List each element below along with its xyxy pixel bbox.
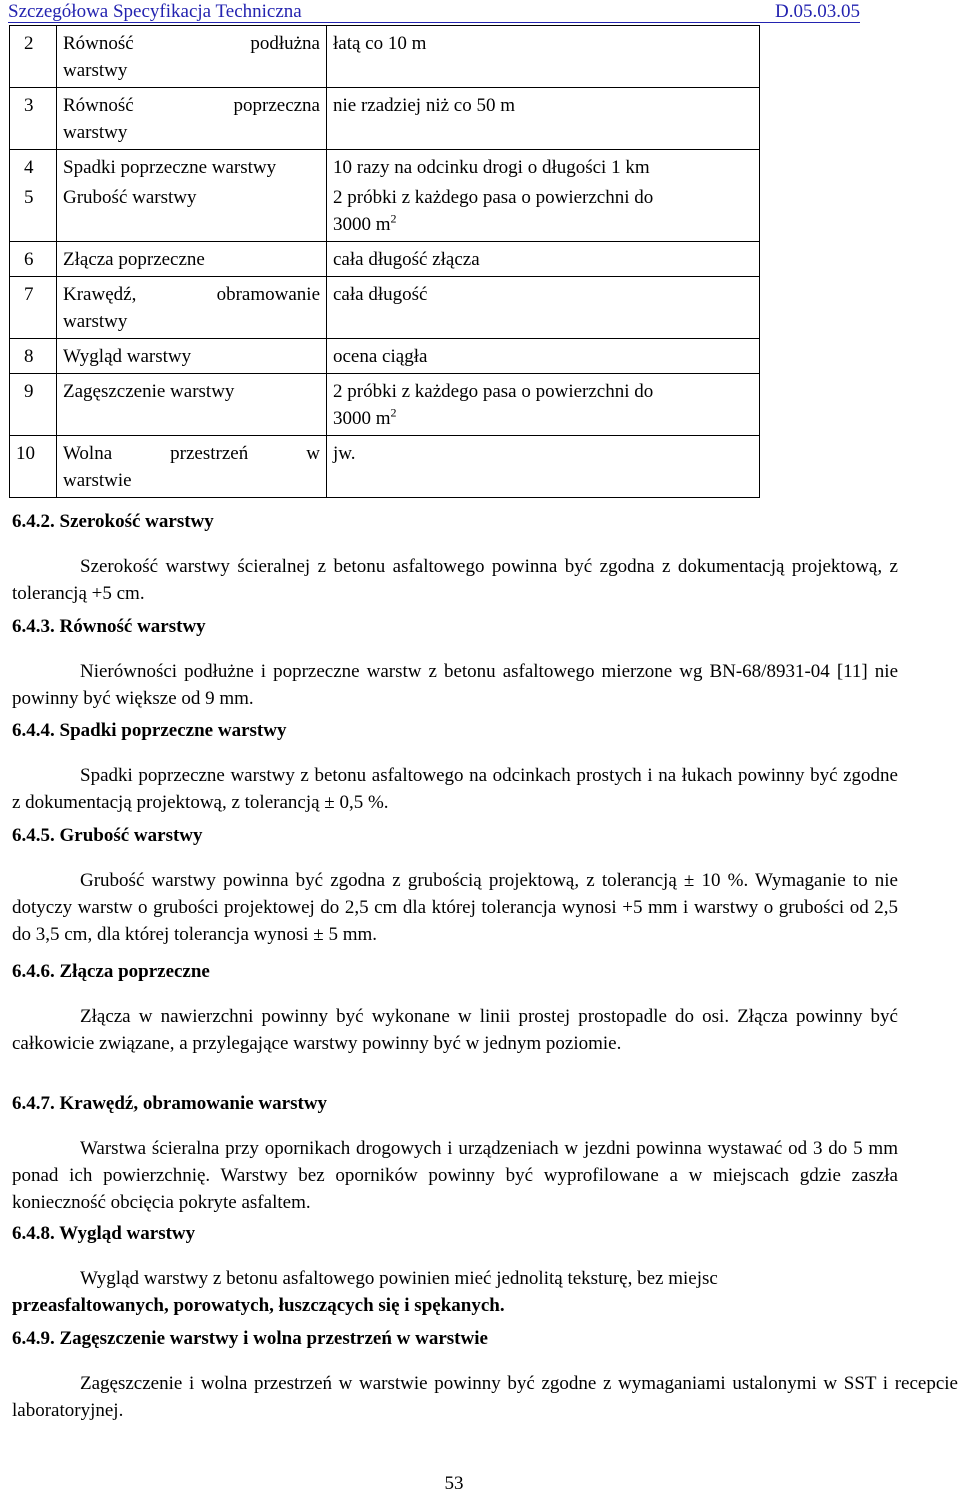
row-condition: cała długość złącza	[327, 242, 760, 277]
section-text: Spadki poprzeczne warstwy z betonu asfaltowego na odcinkach prostych i na łukach powinny być zgodne z dokumentacją projektową, z tolerancją ± 0,5 %.	[12, 765, 898, 813]
section-joints	[12, 958, 898, 1057]
row-number: 7	[10, 277, 57, 339]
section-compaction	[12, 1325, 958, 1424]
section-heading: 6.4.5. Grubość warstwy	[12, 825, 203, 846]
section-text: Grubość warstwy powinna być zgodna z grubością projektową, z tolerancją ± 10 %. Wymaganie to nie dotyczy warstw o grubości projektowej do 2,5 cm dla której tolerancja wynosi +5 mm i warstwy o grubości od 2,5 do 3,5 cm, dla której tolerancja wynosi ± 5 mm.	[12, 870, 898, 945]
table-row	[10, 277, 760, 339]
section-thickness	[12, 822, 898, 948]
section-heading: 6.4.2. Szerokość warstwy	[12, 511, 214, 532]
page-number: 53	[444, 1473, 464, 1494]
row-item: Spadki poprzeczne warstwy	[57, 150, 327, 185]
row-item: Równość podłużna warstwy	[57, 26, 327, 88]
document-code: D.05.03.05	[775, 1, 860, 22]
section-width	[12, 508, 898, 607]
row-number: 8	[10, 339, 57, 374]
row-condition: łatą co 10 m	[327, 26, 760, 88]
section-text: Złącza w nawierzchni powinny być wykonane w linii prostej prostopadle do osi. Złącza powinny być całkowicie związane, a przylegające warstwy powinny być w jednym poziomie.	[12, 1006, 898, 1054]
row-number: 6	[10, 242, 57, 277]
spec-table	[9, 25, 760, 498]
row-item: Złącza poprzeczne	[57, 242, 327, 277]
section-slopes	[12, 717, 898, 816]
table-row	[10, 242, 760, 277]
section-heading: 6.4.4. Spadki poprzeczne warstwy	[12, 720, 287, 741]
row-number: 3	[10, 88, 57, 150]
section-heading: 6.4.3. Równość warstwy	[12, 616, 206, 637]
table-row	[10, 26, 760, 88]
row-condition: 2 próbki z każdego pasa o powierzchni do 3000 $m^2$	[327, 374, 760, 436]
row-item: Krawędź, obramowanie warstwy	[57, 277, 327, 339]
table-row	[10, 339, 760, 374]
row-number: 2	[10, 26, 57, 88]
section-text-bold: przeasfaltowanych, porowatych, łuszczących się i spękanych.	[12, 1295, 505, 1316]
table-row	[10, 184, 760, 242]
table-row	[10, 150, 760, 185]
section-text: Szerokość warstwy ścieralnej z betonu asfaltowego powinna być zgodna z dokumentacją projektową, z tolerancją +5 cm.	[12, 556, 898, 604]
row-number: 10	[10, 436, 57, 498]
header-rule	[8, 22, 860, 23]
row-condition: cała długość	[327, 277, 760, 339]
row-number: 9	[10, 374, 57, 436]
page-header	[8, 0, 860, 24]
document-title: Szczegółowa Specyfikacja Techniczna	[8, 1, 302, 22]
row-item: Wolna przestrzeń w warstwie	[57, 436, 327, 498]
row-item: Równość poprzeczna warstwy	[57, 88, 327, 150]
section-appearance	[12, 1220, 898, 1319]
section-edge	[12, 1090, 898, 1216]
row-condition: ocena ciągła	[327, 339, 760, 374]
section-text: Nierówności podłużne i poprzeczne warstw z betonu asfaltowego mierzone wg BN-68/8931-04 [11] nie powinny być większe od 9 mm.	[12, 661, 898, 709]
section-heading: 6.4.6. Złącza poprzeczne	[12, 961, 210, 982]
section-heading: 6.4.7. Krawędź, obramowanie warstwy	[12, 1093, 328, 1114]
table-row	[10, 436, 760, 498]
row-item: Zagęszczenie warstwy	[57, 374, 327, 436]
row-condition: 10 razy na odcinku drogi o długości 1 km	[327, 150, 760, 185]
section-text: Warstwa ścieralna przy opornikach drogowych i urządzeniach w jezdni powinna wystawać od 3 do 5 mm ponad ich powierzchnię. Warstwy bez oporników powinny być wyprofilowane a w miejscach gdzie zaszła konieczność obcięcia pokryte asfaltem.	[12, 1138, 898, 1213]
section-text: Zagęszczenie i wolna przestrzeń w warstwie powinny być zgodne z wymaganiami ustalonymi w SST i recepcie laboratoryjnej.	[12, 1373, 958, 1421]
section-evenness	[12, 613, 898, 712]
row-condition: jw.	[327, 436, 760, 498]
section-heading: 6.4.8. Wygląd warstwy	[12, 1223, 196, 1244]
row-number: 4	[10, 150, 57, 185]
row-condition: nie rzadziej niż co 50 m	[327, 88, 760, 150]
row-item: Grubość warstwy	[57, 184, 327, 242]
table-row	[10, 374, 760, 436]
section-text: Wygląd warstwy z betonu asfaltowego powinien mieć jednolitą teksturę, bez miejsc	[80, 1268, 718, 1289]
row-number: 5	[10, 184, 57, 242]
table-row	[10, 88, 760, 150]
row-condition: 2 próbki z każdego pasa o powierzchni do 3000 $m^2$	[327, 184, 760, 242]
row-item: Wygląd warstwy	[57, 339, 327, 374]
section-heading: 6.4.9. Zagęszczenie warstwy i wolna przestrzeń w warstwie	[12, 1328, 488, 1349]
